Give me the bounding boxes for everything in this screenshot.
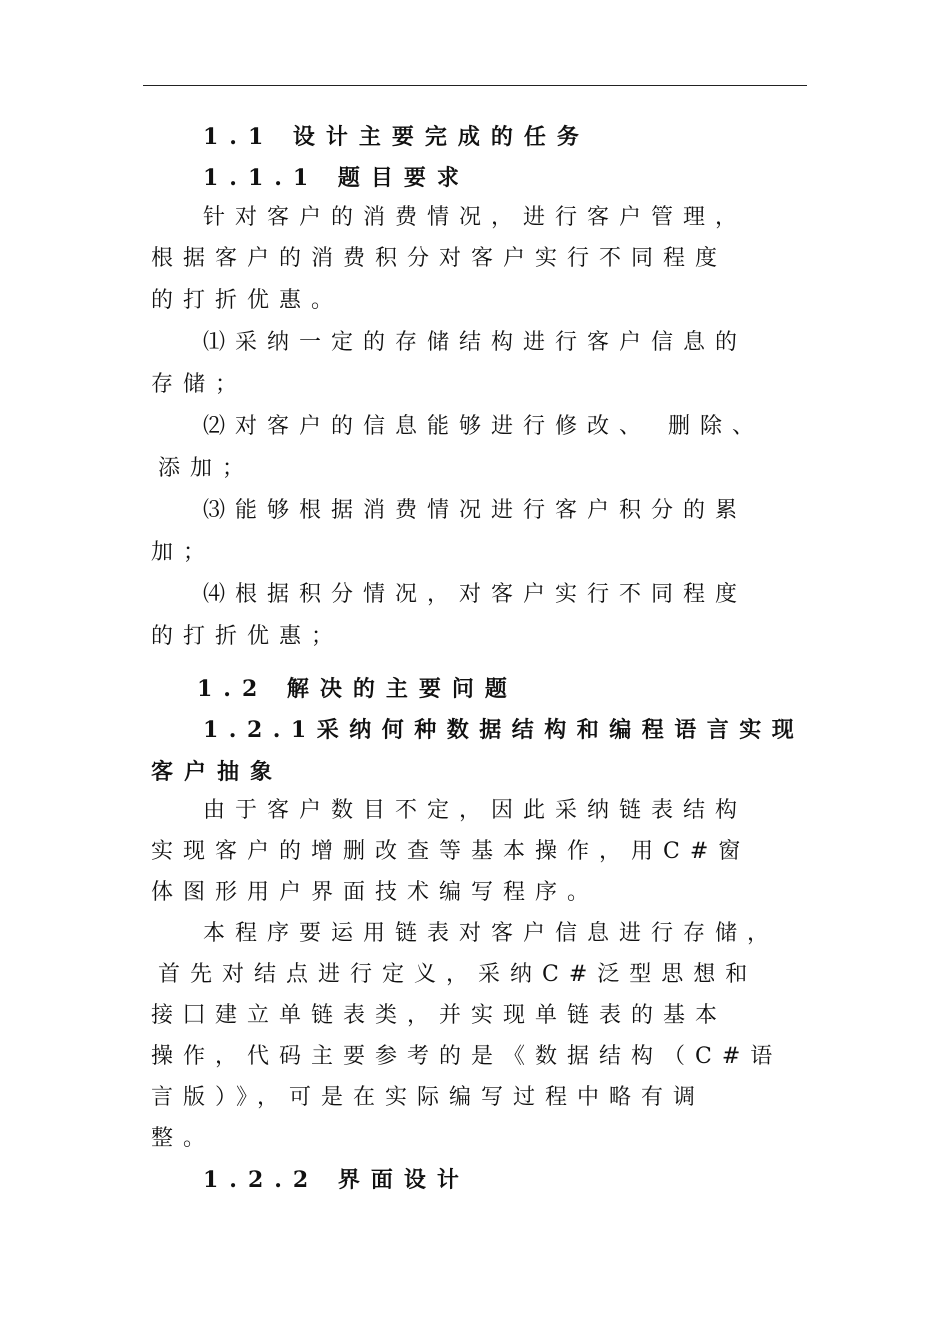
requirement-4-line-2: 的打折优惠； [151,624,344,649]
heading-1-2: 1.2 解决的主要问题 [197,676,518,702]
paragraph-2-line-1: 本程序要运用链表对客户信息进行存储， [203,921,780,946]
requirement-2-line-2: 添加； [158,456,255,481]
requirement-3-line-2: 加； [151,540,216,565]
requirement-3-line-1: ⑶能够根据消费情况进行客户积分的累 [203,498,748,523]
heading-1-1: 1.1 设计主要完成的任务 [203,124,590,150]
requirement-1-line-1: ⑴采纳一定的存储结构进行客户信息的 [203,330,748,355]
paragraph-1-line-2: 实现客户的增删改查等基本操作，用C#窗 [151,839,751,864]
heading-1-1-1: 1.1.1 题目要求 [203,165,470,191]
requirement-2-line-1: ⑵对客户的信息能够进行修改、 删除、 [203,414,764,439]
paragraph-2-line-2: 首先对结点进行定义，采纳C#泛型思想和 [158,962,758,987]
paragraph-2-line-4: 操作，代码主要参考的是《数据结构（C#语 [151,1044,783,1069]
heading-1-2-1-line-2: 客户抽象 [151,759,284,785]
intro-line-2: 根据客户的消费积分对客户实行不同程度 [151,246,728,271]
paragraph-1-line-3: 体图形用户界面技术编写程序。 [151,880,600,905]
paragraph-2-line-5: 言版）》，可是在实际编写过程中略有调 [151,1085,706,1110]
requirement-4-line-1: ⑷根据积分情况，对客户实行不同程度 [203,582,748,607]
heading-1-2-2: 1.2.2 界面设计 [203,1167,470,1193]
intro-line-1: 针对客户的消费情况，进行客户管理， [203,205,748,230]
intro-line-3: 的打折优惠。 [151,288,344,313]
requirement-1-line-2: 存储； [151,372,248,397]
paragraph-2-line-3: 接囗建立单链表类，并实现单链表的基本 [151,1003,728,1028]
paragraph-1-line-1: 由于客户数目不定，因此采纳链表结构 [203,798,748,823]
paragraph-2-line-6: 整。 [151,1126,216,1151]
header-rule [143,85,807,86]
heading-1-2-1-line-1: 1.2.1采纳何种数据结构和编程语言实现 [203,717,805,743]
